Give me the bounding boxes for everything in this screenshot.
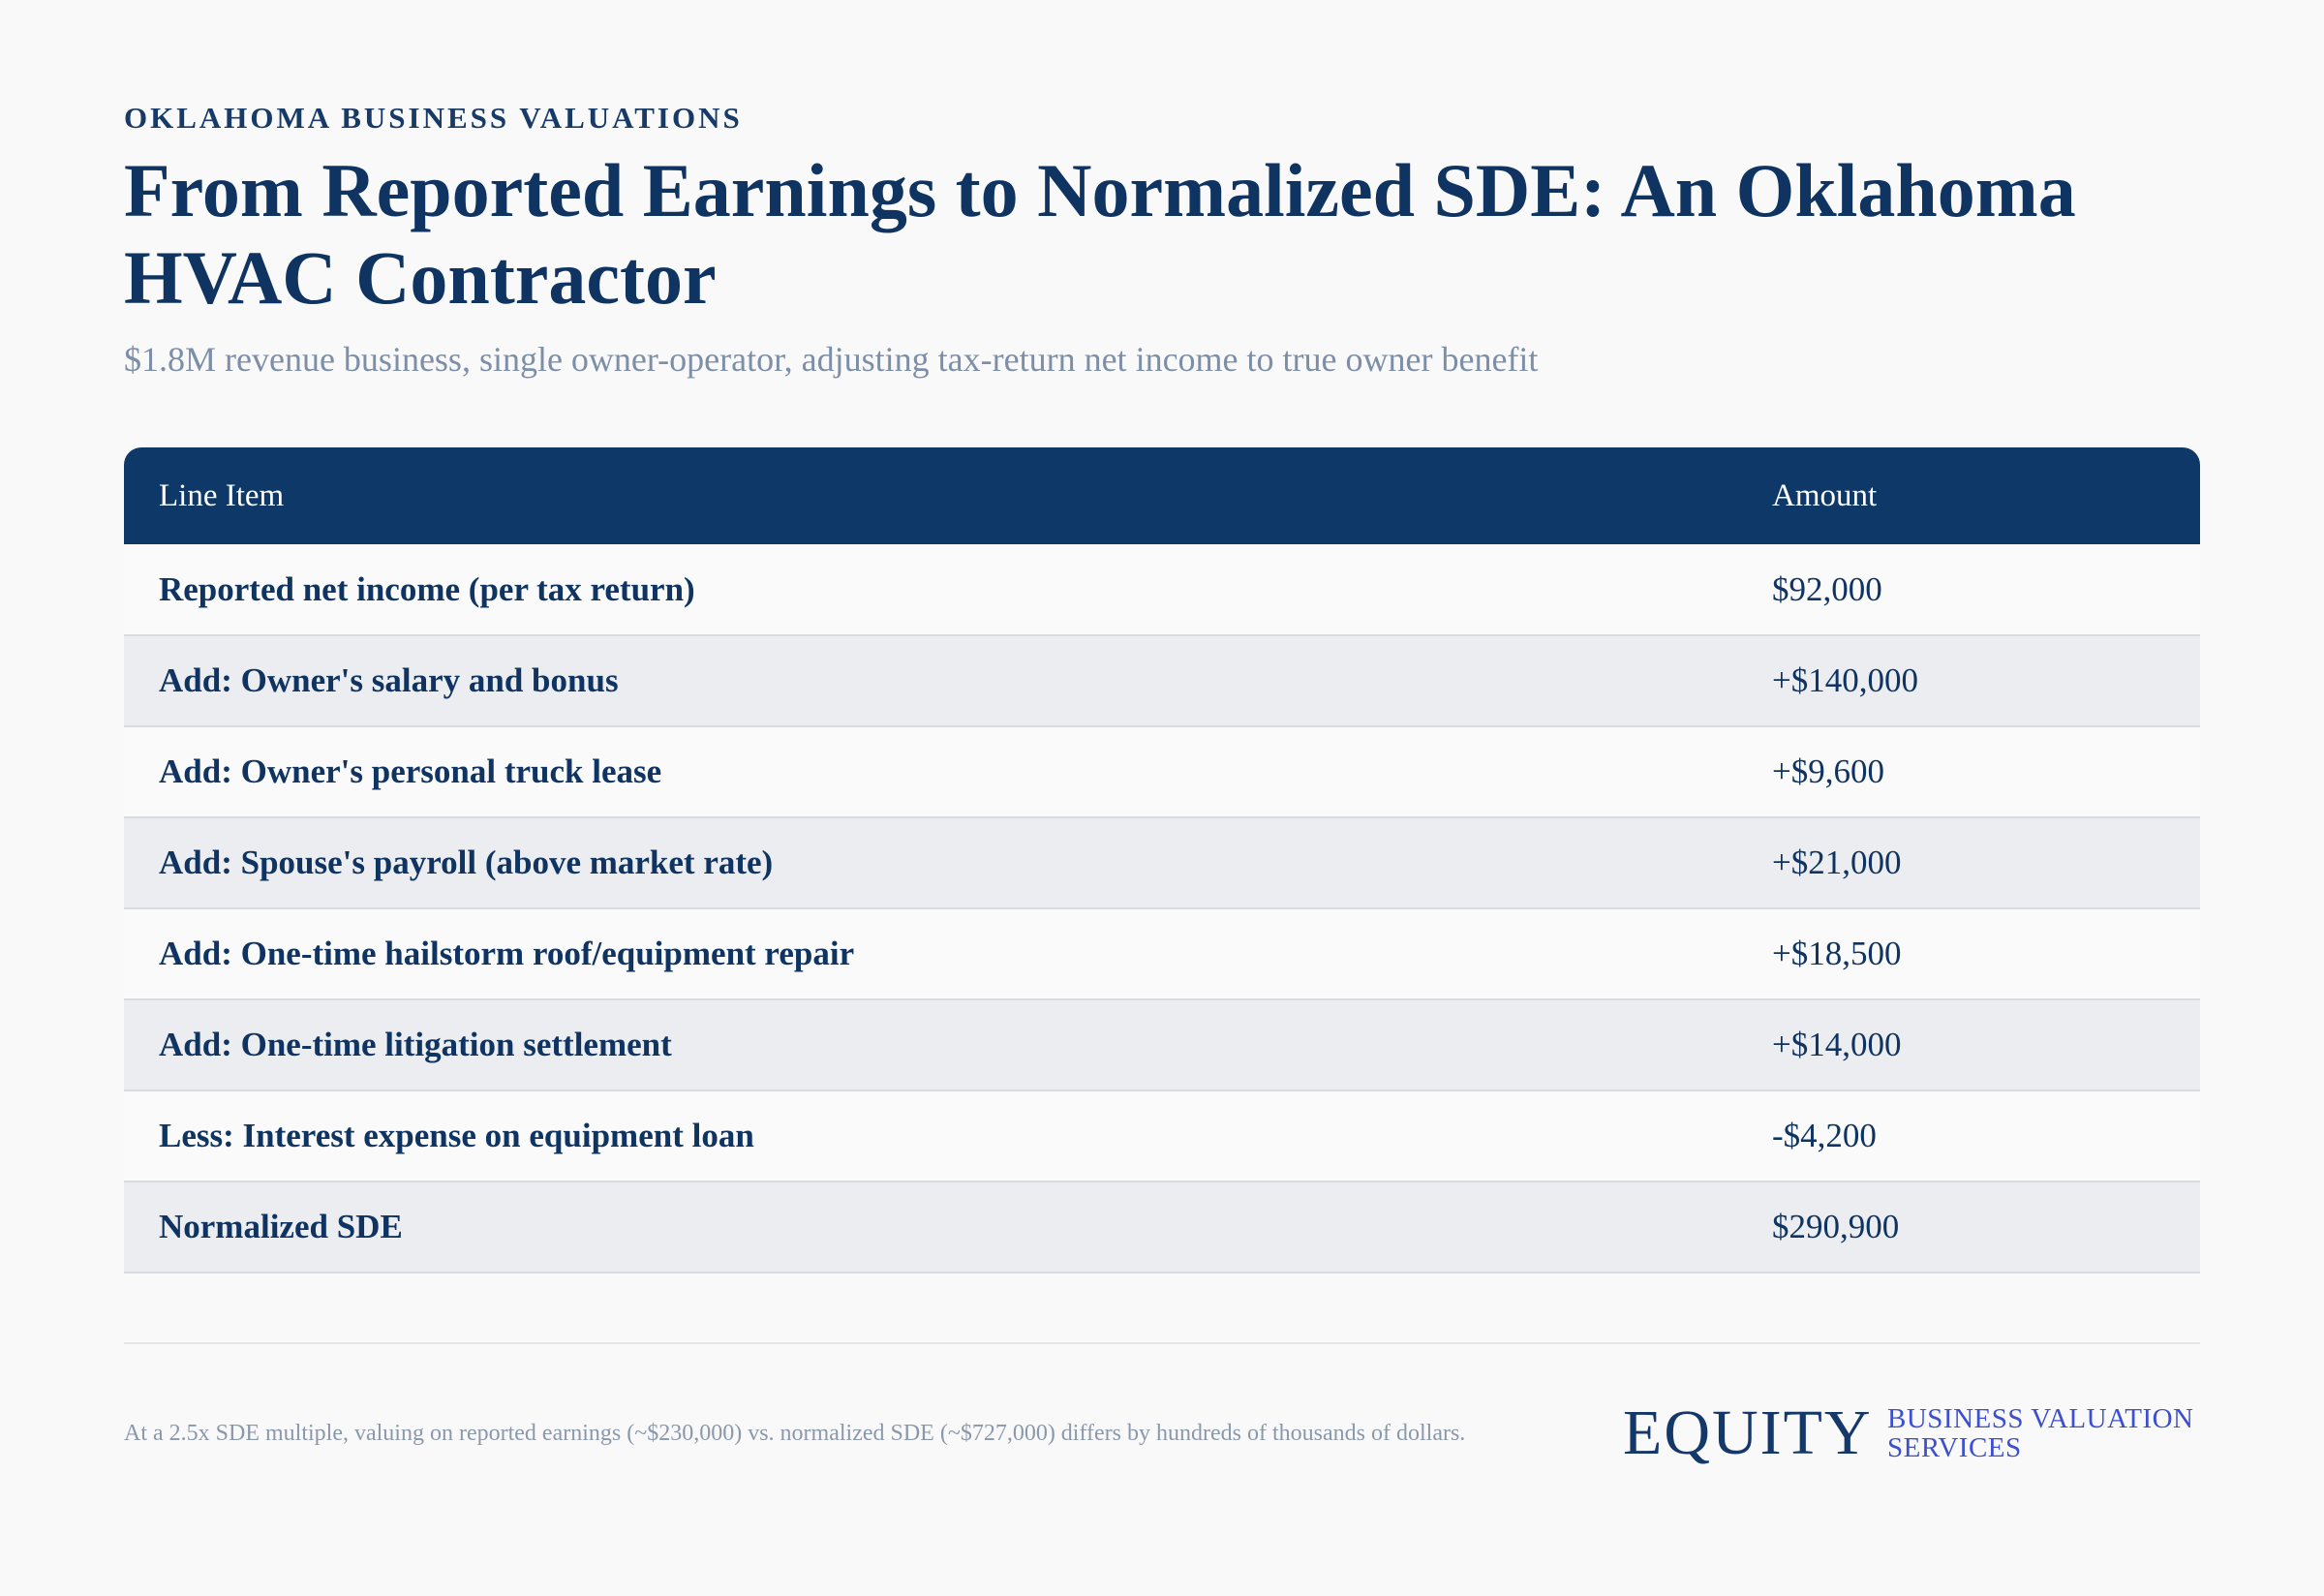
column-header-line-item: Line Item xyxy=(124,447,1737,544)
equity-logo xyxy=(1623,1395,2200,1472)
amount-cell: +$9,600 xyxy=(1737,726,2200,817)
amount-cell: -$4,200 xyxy=(1737,1090,2200,1182)
page-subtitle: $1.8M revenue business, single owner-operator, adjusting tax-return net income to true owner benefit xyxy=(124,340,1539,379)
amount-cell: +$21,000 xyxy=(1737,817,2200,908)
table-row xyxy=(124,817,2200,908)
logo-tagline-line2: SERVICES xyxy=(1887,1432,2022,1463)
table-header xyxy=(124,447,2200,544)
table-row xyxy=(124,908,2200,999)
page-title: From Reported Earnings to Normalized SDE: An Oklahoma HVAC Contractor xyxy=(124,148,2076,320)
line-item-cell: Add: Owner's personal truck lease xyxy=(124,726,1737,817)
table-row xyxy=(124,999,2200,1090)
line-item-cell: Add: Owner's salary and bonus xyxy=(124,635,1737,726)
sde-table xyxy=(124,447,2200,1274)
column-header-amount: Amount xyxy=(1737,447,2200,544)
table-row xyxy=(124,1090,2200,1182)
line-item-cell: Add: One-time litigation settlement xyxy=(124,999,1737,1090)
footnote: At a 2.5x SDE multiple, valuing on reported earnings (~$230,000) vs. normalized SDE (~$727,000) differs by hundreds of thousands of dollars. xyxy=(124,1421,1466,1446)
amount-cell: $92,000 xyxy=(1737,544,2200,635)
amount-cell: +$14,000 xyxy=(1737,999,2200,1090)
line-item-cell: Add: Spouse's payroll (above market rate) xyxy=(124,817,1737,908)
sde-table-container xyxy=(124,447,2200,1274)
table-row xyxy=(124,544,2200,635)
line-item-cell: Add: One-time hailstorm roof/equipment repair xyxy=(124,908,1737,999)
amount-cell: +$18,500 xyxy=(1737,908,2200,999)
amount-cell: +$140,000 xyxy=(1737,635,2200,726)
footer-divider xyxy=(124,1342,2200,1344)
table-row xyxy=(124,726,2200,817)
line-item-cell: Reported net income (per tax return) xyxy=(124,544,1737,635)
logo-tagline xyxy=(1887,1404,2194,1462)
logo-wordmark: EQUITY xyxy=(1623,1397,1873,1468)
logo-tagline-line1: BUSINESS VALUATION xyxy=(1887,1403,2194,1434)
line-item-cell: Less: Interest expense on equipment loan xyxy=(124,1090,1737,1182)
amount-cell: $290,900 xyxy=(1737,1182,2200,1273)
table-row xyxy=(124,635,2200,726)
table-row-total xyxy=(124,1182,2200,1273)
table-body xyxy=(124,544,2200,1273)
line-item-cell: Normalized SDE xyxy=(124,1182,1737,1273)
eyebrow-label: OKLAHOMA BUSINESS VALUATIONS xyxy=(124,101,743,135)
